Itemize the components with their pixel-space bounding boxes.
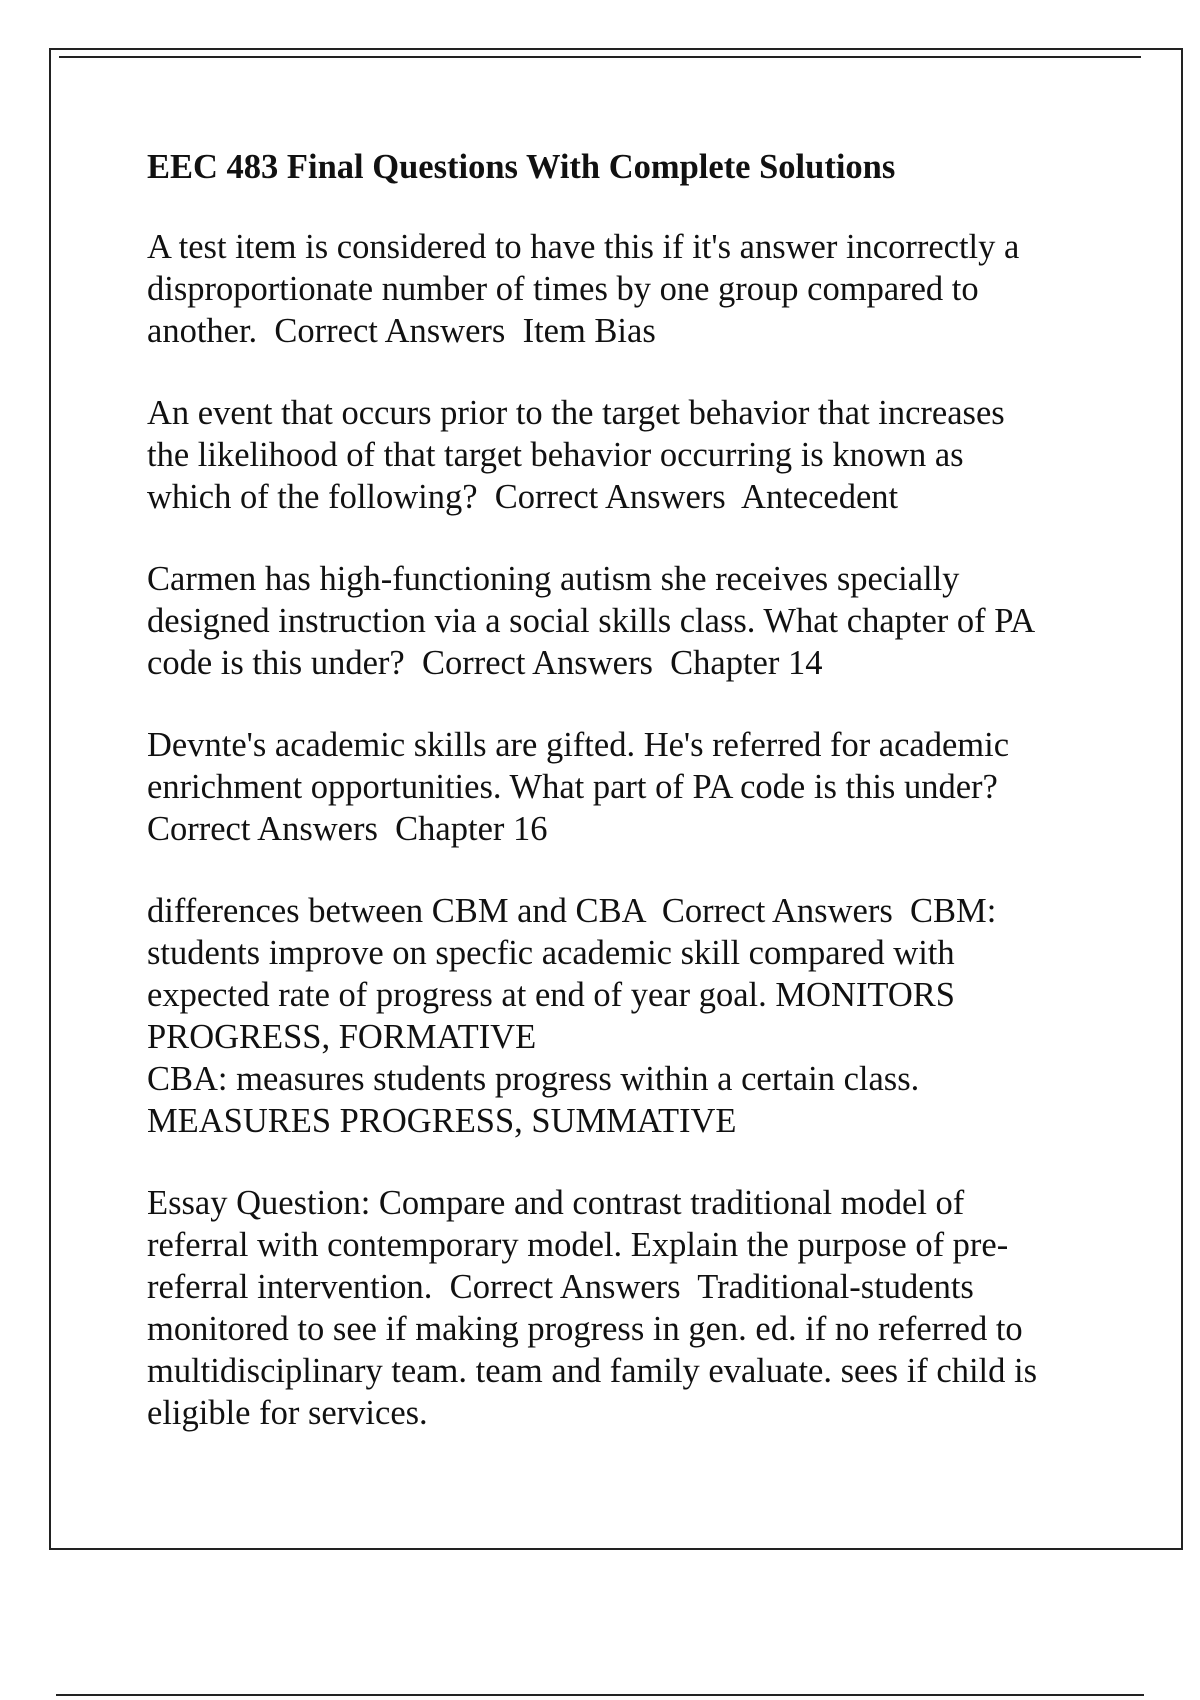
bottom-rule: [56, 1694, 1144, 1696]
qa-item-3: Carmen has high-functioning autism she receives specially designed instruction via a social skills class. What chapter of PA code is this under? Correct Answers Chapter 14: [147, 560, 1036, 682]
page-border: [49, 48, 1183, 1550]
qa-item-4: Devnte's academic skills are gifted. He's referred for academic enrichment opportunities. What part of PA code is this under? Correct Answers Chapter 16: [147, 726, 1010, 848]
qa-item-1: A test item is considered to have this if it's answer incorrectly a disproportionate number of times by one group compared to another. Correct Answers Item Bias: [147, 228, 1020, 350]
qa-item-6: Essay Question: Compare and contrast traditional model of referral with contemporary model. Explain the purpose of pre- referral intervention. Correct Answers Traditional-students monitored to see if making progress in gen. ed. if no referred to multidisciplinary team. team and family evaluate. sees if child is eligible for services.: [147, 1184, 1038, 1432]
qa-item-5: differences between CBM and CBA Correct Answers CBM: students improve on specfic academic skill compared with expected rate of progress at end of year goal. MONITORS PROGRESS, FORMATIVE CBA: measures students progress within a certain class. MEASURES PROGRESS, SUMMATIVE: [147, 892, 997, 1140]
top-rule: [59, 56, 1141, 58]
qa-item-2: An event that occurs prior to the target behavior that increases the likelihood of that target behavior occurring is known as which of the following? Correct Answers Antecedent: [147, 394, 1005, 516]
document-title: EEC 483 Final Questions With Complete Solutions: [147, 148, 896, 186]
document-body: [147, 146, 1137, 1474]
